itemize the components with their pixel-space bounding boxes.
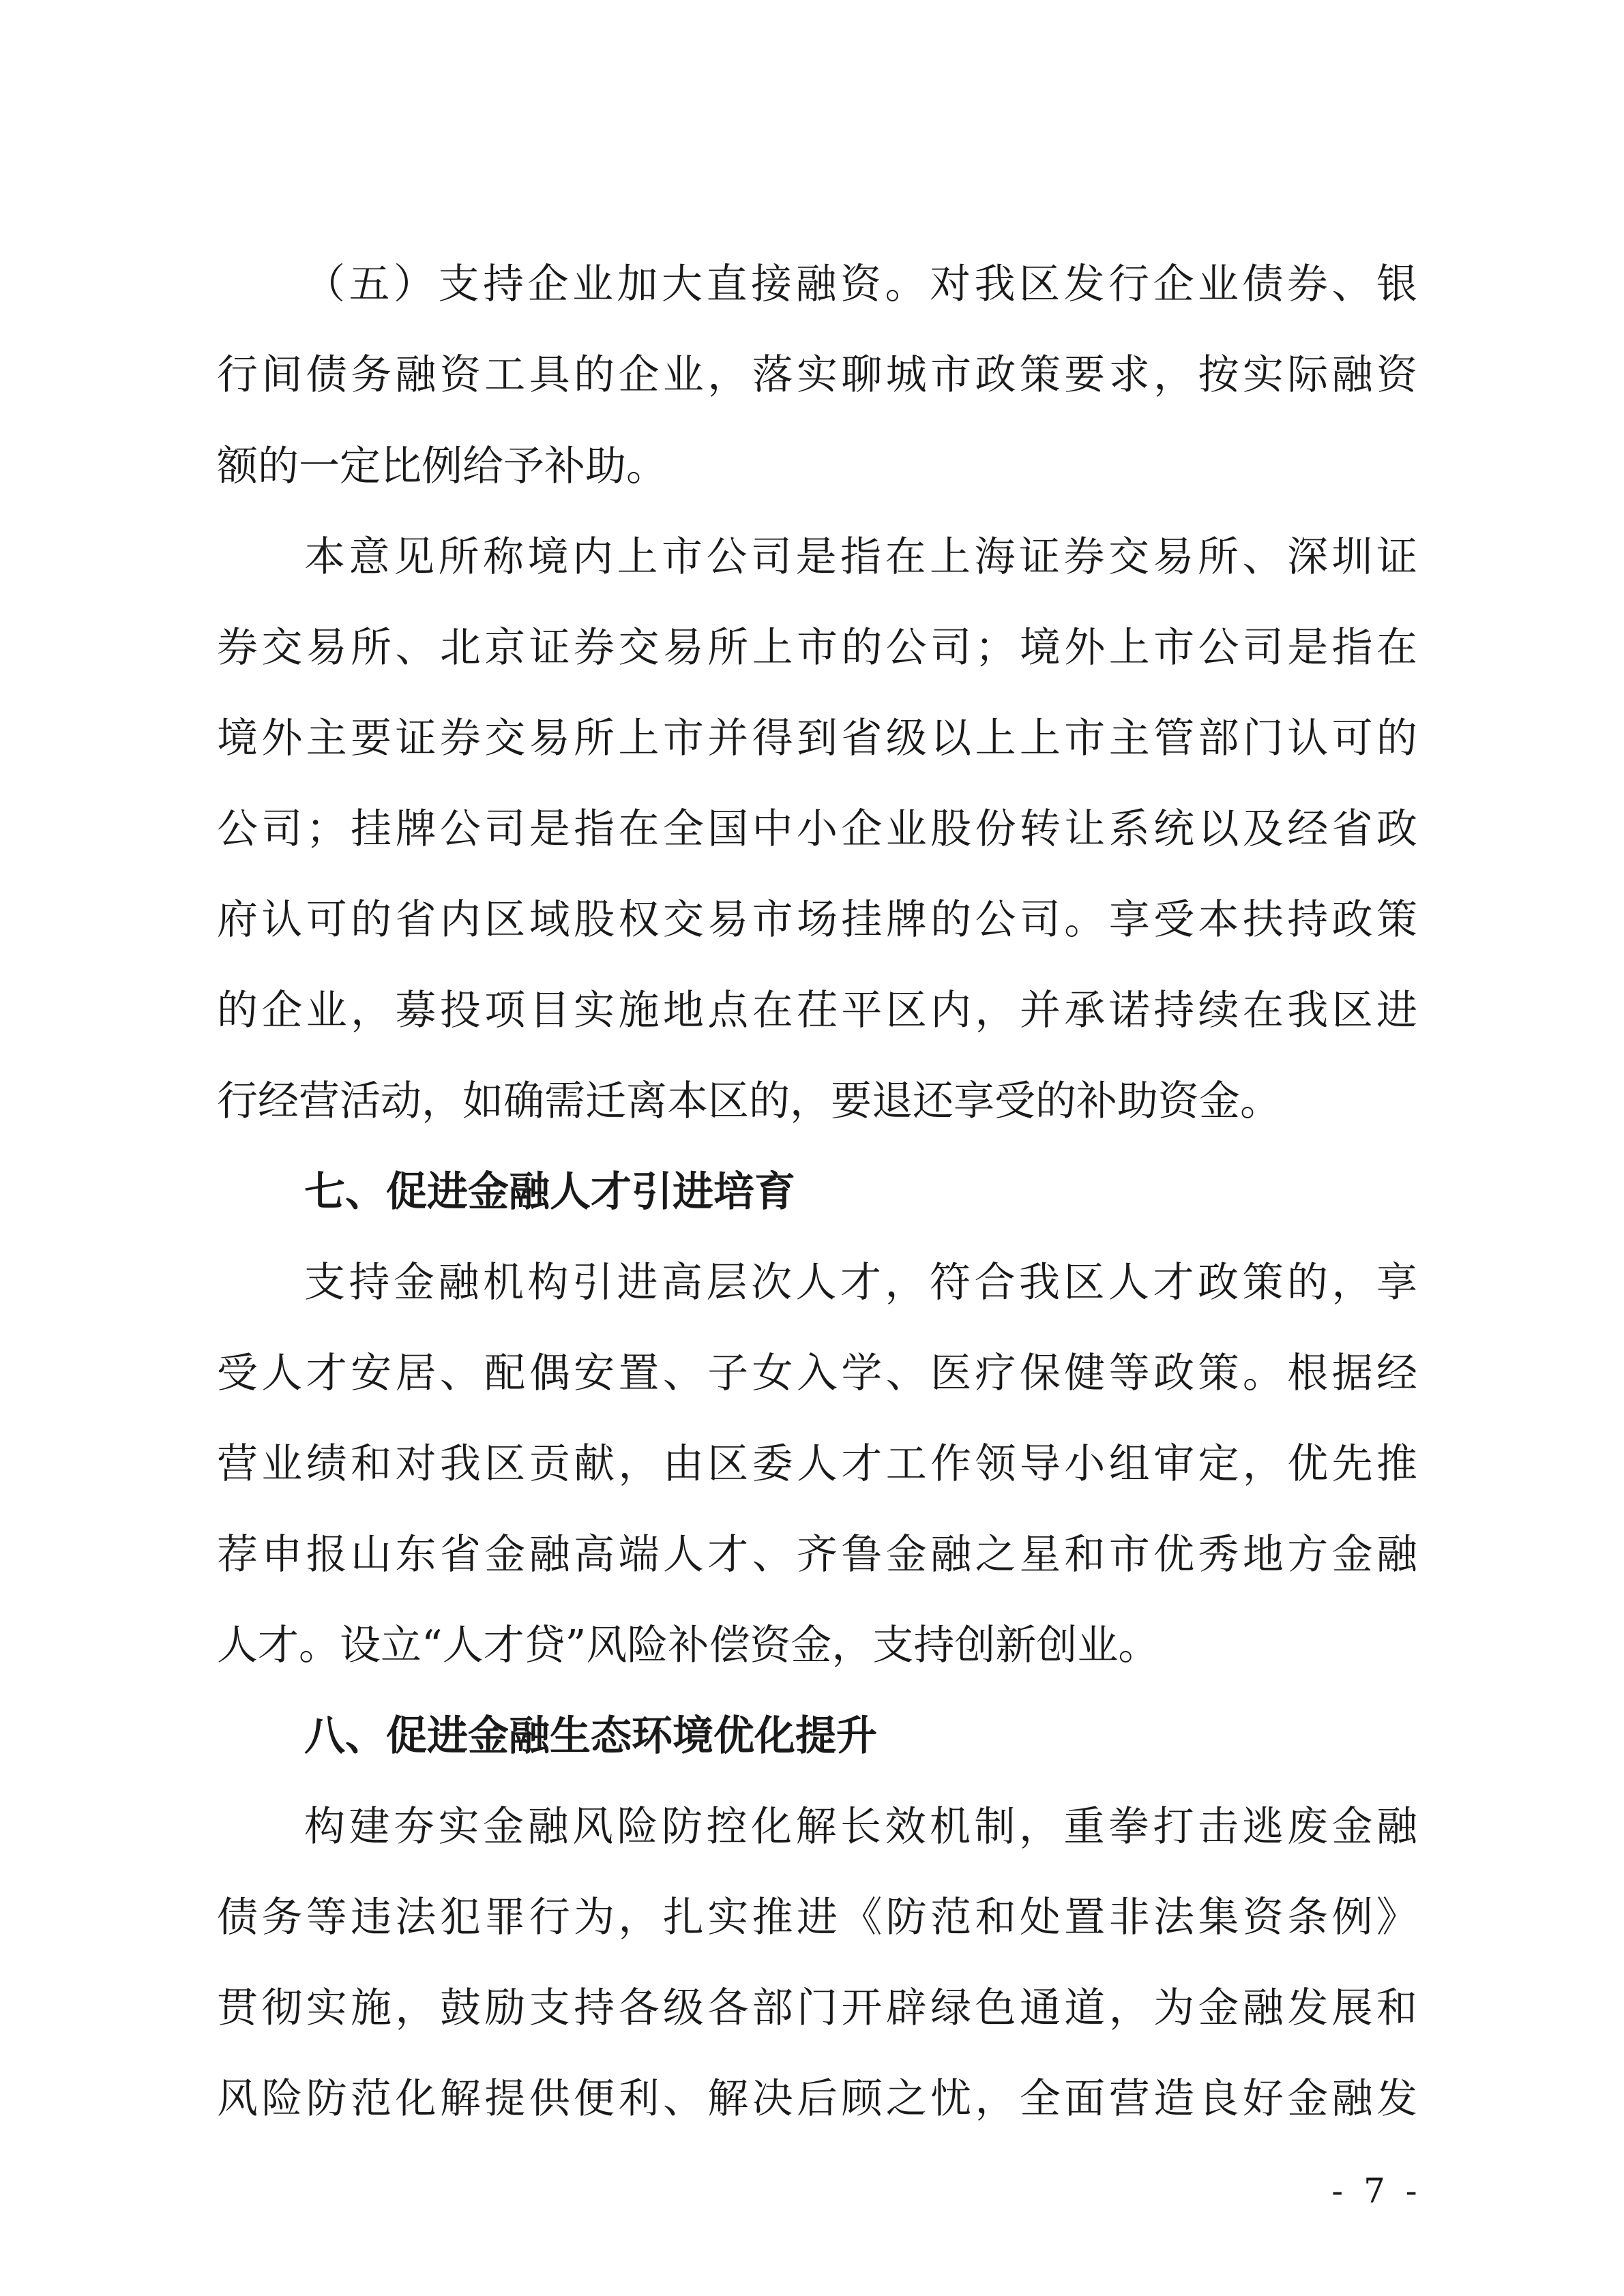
paragraph-line: 境外主要证券交易所上市并得到省级以上上市主管部门认可的 — [217, 715, 1417, 762]
paragraph-line: 券交易所、北京证券交易所上市的公司；境外上市公司是指在 — [217, 624, 1417, 672]
paragraph-line: 行经营活动，如确需迁离本区的，要退还享受的补助资金。 — [217, 1077, 1281, 1125]
paragraph-line: 荐申报山东省金融高端人才、齐鲁金融之星和市优秀地方金融 — [217, 1531, 1417, 1579]
paragraph-line: 支持金融机构引进高层次人才，符合我区人才政策的，享 — [304, 1259, 1417, 1307]
paragraph-line: （五）支持企业加大直接融资。对我区发行企业债券、银 — [304, 260, 1417, 308]
paragraph-line: 行间债务融资工具的企业，落实聊城市政策要求，按实际融资 — [217, 351, 1417, 399]
paragraph-line: 公司；挂牌公司是指在全国中小企业股份转让系统以及经省政 — [217, 805, 1417, 853]
paragraph-line: 贯彻实施，鼓励支持各级各部门开辟绿色通道，为金融发展和 — [217, 1984, 1417, 2032]
paragraph-line: 的企业，募投项目实施地点在茌平区内，并承诺持续在我区进 — [217, 987, 1417, 1034]
section-heading: 八、促进金融生态环境优化提升 — [304, 1712, 877, 1760]
paragraph-line: 债务等违法犯罪行为，扎实推进《防范和处置非法集资条例》 — [217, 1894, 1417, 1941]
paragraph-line: 风险防范化解提供便利、解决后顾之忧，全面营造良好金融发 — [217, 2075, 1417, 2123]
paragraph-line: 构建夯实金融风险防控化解长效机制，重拳打击逃废金融 — [304, 1803, 1417, 1851]
paragraph-line: 受人才安居、配偶安置、子女入学、医疗保健等政策。根据经 — [217, 1350, 1417, 1397]
paragraph-line: 营业绩和对我区贡献，由区委人才工作领导小组审定，优先推 — [217, 1440, 1417, 1488]
paragraph-line: 额的一定比例给予补助。 — [217, 443, 667, 490]
section-heading: 七、促进金融人才引进培育 — [304, 1168, 795, 1216]
page-number: - 7 - — [1331, 2171, 1417, 2211]
paragraph-line: 本意见所称境内上市公司是指在上海证券交易所、深圳证 — [304, 533, 1417, 581]
paragraph-line: 府认可的省内区域股权交易市场挂牌的公司。享受本扶持政策 — [217, 896, 1417, 944]
paragraph-line: 人才。设立“人才贷”风险补偿资金，支持创新创业。 — [217, 1622, 1160, 1669]
